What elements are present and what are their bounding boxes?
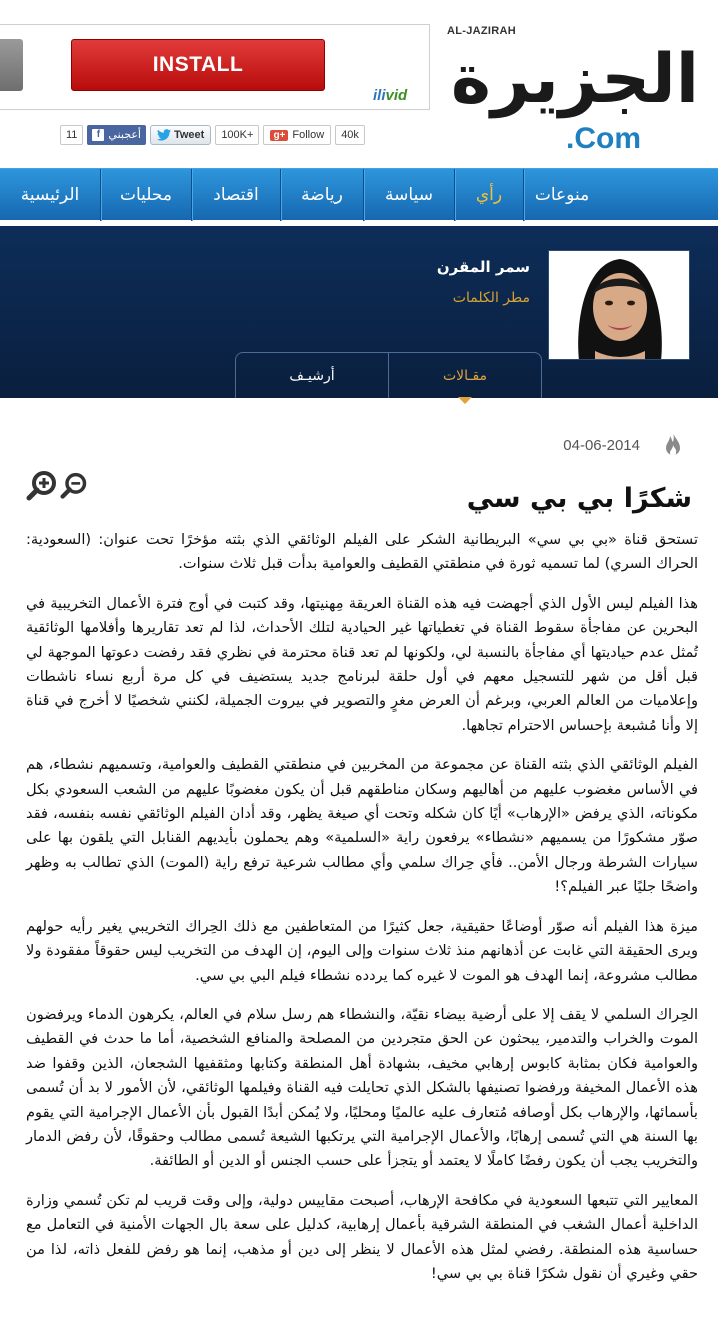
article-date: 04-06-2014 xyxy=(563,437,640,454)
logo-english-text[interactable]: AL-JAZIRAH xyxy=(447,25,516,37)
social-share-bar xyxy=(60,124,365,146)
google-plus-count: 40k xyxy=(335,125,365,145)
google-plus-icon: g+ xyxy=(270,130,288,141)
active-tab-arrow-icon xyxy=(458,397,472,404)
facebook-like-button[interactable] xyxy=(87,125,146,145)
logo-domain-text[interactable]: .Com xyxy=(566,122,641,155)
nav-divider xyxy=(523,169,524,221)
nav-divider xyxy=(100,169,101,221)
flame-icon xyxy=(664,432,682,458)
author-tabs xyxy=(235,352,542,398)
article-title: شكرًا بي بي سي xyxy=(466,483,692,514)
tab-articles-label: مقـالات xyxy=(442,367,488,384)
article-body xyxy=(26,528,698,1301)
nav-divider xyxy=(191,169,192,221)
facebook-like-count: 11 xyxy=(60,125,83,145)
nav-opinion[interactable]: رأي xyxy=(475,184,503,205)
ad-brand-suffix: vid xyxy=(385,87,408,104)
article-paragraph: الحِراك السلمي لا يقف إلا على أرضية بيضاء نقيّة، والنشطاء هم رسل سلام في العالم، يكرهون الدماء ويرفضون الموت والخراب والتدمير، يبحثون عن الحق متجردين من المصلحة والمنافع الشخصية، أما ما حدث في القطيف والعوامية فكان بمثابة كابوس إرهابي مخيف، بشهادة أهل المنطقة وكتابها ومثقفيها الشجعان، الذين وقفوا ضد هذه الأعمال المخيفة ورفضوا تصنيفها بالشكل الذي تحايلت فيه القناة وفيلمها الوثائقي، لأن الأمور لا بد أن تُسمى بأسمائها، والإرهاب بكل أوصافه مُتعارف عليه عالميًا ومحليًا، ولا يُمكن أبدًا القبول بأن الأعمال الإجرامية التي يقوم بها السنة هي التي تُسمى إرهابًا، والأعمال الإجرامية التي يرتكبها الشيعة تُسمى مطالب وحقوقًا، لأن رفض الدمار والتخريب يجب أن يكون رفضًا كاملًا لا يعتمد أو يتجزأ على حسب الجنس أو الدين أو الطائفة. xyxy=(26,1005,698,1170)
site-logo[interactable]: الجزيرة xyxy=(450,40,700,119)
nav-divider xyxy=(280,169,281,221)
advertisement-banner[interactable] xyxy=(0,24,430,110)
text-zoom-controls[interactable] xyxy=(26,470,88,502)
nav-sports[interactable]: رياضة xyxy=(301,184,343,205)
zoom-in-icon[interactable] xyxy=(26,470,58,502)
tweet-count: 100K+ xyxy=(215,125,259,145)
article-paragraph: المعايير التي تتبعها السعودية في مكافحة الإرهاب، أصبحت مقاييس دولية، وإلى وقت قريب لم تكن تُسمي وزارة الداخلية أعمال الشغب في المنطقة الشرقية بأعمال إرهابية، كدليل على سعة بال الجهات الأمنية في التعامل مع حساسية هذه المنطقة. رفضي لمثل هذه الأعمال لا ينظر إلى دين أو مذهب، إنما هو رفض للفعل ذاته، لذا من حقي وغيري أن نقول شكرًا قناة بي بي سي! xyxy=(26,1191,698,1282)
author-photo xyxy=(548,250,690,360)
ad-brand-logo[interactable] xyxy=(373,87,407,104)
nav-home[interactable]: الرئيسية xyxy=(20,184,80,205)
facebook-like-label: أعجبني xyxy=(108,129,141,141)
site-header xyxy=(0,0,718,160)
tweet-button[interactable] xyxy=(150,125,211,145)
ad-side-button[interactable] xyxy=(0,39,23,91)
author-column-name[interactable]: مطر الكلمات xyxy=(452,290,530,306)
google-plus-follow-label: Follow xyxy=(292,129,325,141)
nav-divider xyxy=(454,169,455,221)
main-navigation xyxy=(0,168,718,220)
zoom-out-icon[interactable] xyxy=(60,472,88,500)
nav-politics[interactable]: سياسة xyxy=(385,184,433,205)
article-paragraph: الفيلم الوثائقي الذي بثته القناة عن مجموعة من المخربين في منطقتي القطيف والعوامية، وتسميهم نشطاء، هم في الأساس مغضوب عليهم من أهاليهم وسكان مناطقهم قبل أن يكون مغضوبًا عليهم من الشعب السعودي بكل مكوناته، الذي يرفض «الإرهاب» أيًا كان شكله وتحت أي صيغة يظهر، وقد أدان الفيلم الوثائقي نفسه بنفسه، فقد صوّر مشكورًا من يسميهم «نشطاء» يرفعون راية «السلمية» وهم يحملون بأيديهم القنابل التي يلقون بها على سيارات الشرطة ورجال الأمن.. فأي حِراك سلمي وأي مطالب شرعية ترفع راية (الموت) الذي تطالب به وظهر واضحًا جليًا عبر الفيلم؟! xyxy=(26,756,698,896)
article-paragraph: تستحق قناة «بي بي سي» البريطانية الشكر على الفيلم الوثائقي الذي بثته مؤخرًا تحت عنوان: (السعودية: الحراك السري) لما تسميه ثورة في منطقتي القطيف والعوامية بدأت قبل ثلاث سنوات. xyxy=(26,531,698,573)
author-name[interactable]: سمر المقرن xyxy=(436,258,530,276)
nav-misc[interactable]: منوعات xyxy=(534,184,590,205)
tab-archive[interactable]: أرشيـف xyxy=(289,367,335,384)
twitter-bird-icon xyxy=(157,129,171,141)
google-plus-follow-button[interactable] xyxy=(263,125,331,145)
article-paragraph: ميزة هذا الفيلم أنه صوّر أوضاعًا حقيقية، جعل كثيرًا من المتعاطفين مع ذلك الحِراك التخريبي يغير رأيه حولهم ويرى الحقيقة التي غابت عن أذهانهم منذ ثلاث سنوات وإلى اليوم، إن الهدف من التخريب ليس حقوقاً مفقودة ولا مطالب مشروعة، إنما الهدف هو الموت لا غيره كما يردده نشطاء فيلم البي بي سي. xyxy=(26,917,698,984)
tab-articles[interactable] xyxy=(388,353,541,398)
nav-economy[interactable]: اقتصاد xyxy=(213,184,259,205)
tweet-label: Tweet xyxy=(173,129,205,141)
author-portrait-image xyxy=(549,251,690,360)
ad-brand-prefix: ili xyxy=(373,87,386,104)
ad-install-button[interactable]: INSTALL xyxy=(71,39,325,91)
article-paragraph: هذا الفيلم ليس الأول الذي أجهضت فيه هذه القناة العريقة مِهنيتها، وقد كتبت في أوج فترة الأعمال التخريبية في البحرين عن مفاجأة سقوط القناة في تغطياتها غير الحيادية لتلك الأحداث، لذا لم تعد تقاريرها وأفلامها الوثائقية تُمثل عدم حياديتها أي مفاجأة بالنسبة لي، ولكونها لم تعد قناة محترمة في نظري فقد رفضت دعوتها الموجهة لي قبل أقل من شهر للتسجيل معهم في أول حلقة لبرنامج جديد يستضيف في كل مرة أربع نساء ناشطات وإعلاميات من العالم العربي، وبرغم أن العرض مغرٍ والتصوير في بيروت الجميلة، لكنني شخصيًا لا أخرج في قناة إلا وأنا مُشبعة بإحساس الاحترام تجاهها. xyxy=(26,594,698,734)
nav-divider xyxy=(363,169,364,221)
nav-local[interactable]: محليات xyxy=(119,184,173,205)
facebook-icon: f xyxy=(92,129,104,141)
